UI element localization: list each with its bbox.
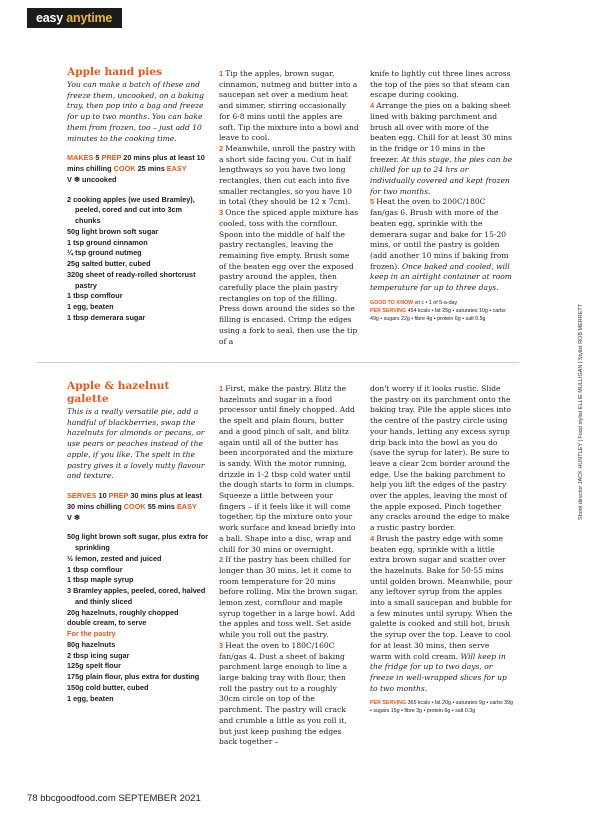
- pastry-heading: For the pastry: [67, 629, 116, 639]
- ingredient-item: 20g hazelnuts, roughly chopped: [67, 607, 179, 617]
- step-text: don't worry if it looks rustic. Slide the pastry on its parchment onto the baking tray. Pile the apple slices into the centre of the pastry circle using your hands, letting any excess syrup drip back into the bowl as you do (save the syrup for later). Be sure to leave a clear 2cm border around the edge. Use the baking parchment to help you lift the edges of the pastry over the apples, leaving the most of the apple exposed. Pinch together any cracks around the edge to make a rustic pastry border.: [370, 384, 512, 533]
- section-divider: [36, 362, 519, 363]
- step-number: 5: [370, 197, 377, 207]
- ingredient-item: 1 egg, beaten: [67, 693, 114, 703]
- ingredient-item: 2 cooking apples (we used Bramley), peeled, cored and cut into 3cm chunks: [67, 194, 195, 226]
- ingredient-item: 3 Bramley apples, peeled, cored, halved and thinly sliced: [67, 586, 206, 606]
- step-note: Will keep in the fridge for up to two days, or freeze in well-wrapped slices for up to two months.: [370, 651, 507, 693]
- recipe2-title: Apple & hazelnut galette: [67, 380, 170, 405]
- recipe2-method-col1: [219, 384, 359, 748]
- step-text: Once the spiced apple mixture has cooled, toss with the cornflour. Spoon into the middle of half the pastry rectangles, leaving the remaining five empty. Brush some of the beaten egg over the exposed pastry around the apples, then carefully place the plain pastry rectangles on top of the filling. Press down around the sides so the filling is encased. Crimp the edges using a fork to seal, then use the tip of a: [219, 208, 359, 346]
- step-text: Arrange the pies on a baking sheet lined with baking parchment and brush all over with more of the beaten egg. Chill for at least 30 mins in the fridge or 10 mins in the freezer.: [370, 101, 513, 164]
- ingredient-item: double cream, to serve: [67, 618, 147, 628]
- step-number: 3: [219, 208, 226, 218]
- method-step: [370, 69, 513, 101]
- step-text: Heat the oven to 180C/160C fan/gas 4. Dust a sheet of baking parchment large enough to line a large baking tray with flour, then roll the pastry out to a roughly 30cm circle on top of the parchment. The pastry will crack and crumble a little as you roll it, but just keep pushing the edges back together –: [219, 640, 348, 747]
- ingredient-item: 125g spelt flour: [67, 661, 121, 671]
- banner-word-easy: easy: [36, 11, 64, 25]
- recipe1-meta: MAKES 5 PREP 20 mins plus at least 10 mins chilling COOK 25 mins EASY: [67, 153, 205, 174]
- ingredient-item: 1 egg, beaten: [67, 302, 114, 312]
- method-step: [219, 641, 359, 748]
- step-text: knife to lightly cut three lines across the top of the pies so that steam can escape during cooking.: [370, 69, 511, 100]
- step-text: Brush the pastry edge with some beaten egg, sprinkle with a little extra brown sugar and scatter over the hazelnuts. Bake for 50-55 mins until golden brown. Meanwhile, pour any leftover syrup from the apples into a small saucepan and bubble for a few minutes until syrupy. When the galette is cooked and still hot, brush the syrup over the top. Leave to cool for at least 30 mins, then serve warm with cold cream.: [370, 533, 513, 661]
- step-number: 4: [370, 533, 377, 543]
- recipe1-intro: You can make a batch of these and freeze them, uncooked, on a baking tray, then pop into a bag and freeze for up to two months. You can bake them from frozen, too – just add 10 minutes to the cooking time.: [67, 80, 204, 143]
- recipe1-info-column: [67, 66, 209, 324]
- step-number: 2: [219, 555, 226, 565]
- method-step: [219, 555, 359, 641]
- method-step: [219, 144, 359, 208]
- method-step: [219, 69, 359, 144]
- step-text: First, make the pastry. Blitz the hazelnuts and sugar in a food processor until finely chopped. Add the spelt and plain flours, butter and a good pinch of salt, and blitz again until all of the butter has been incorporated and the mixture is sandy. With the motor running, drizzle in 1-2 tbsp cold water until the dough starts to form in clumps. Squeeze a little between your fingers – if it feels like it will come together, tip the mixture onto your work surface and knead briefly into a ball. Shape into a disc, wrap and chill for 30 mins or overnight.: [219, 384, 356, 554]
- ingredient-item: 25g salted butter, cubed: [67, 259, 151, 269]
- ingredient-item: 1 tbsp demerara sugar: [67, 312, 146, 322]
- method-step: [370, 384, 513, 534]
- section-banner: [27, 8, 122, 28]
- step-text: Tip the apples, brown sugar, cinnamon, nutmeg and butter into a saucepan set over a medium heat and simmer, stirring occasionally for 6-8 mins until the apples are soft. Tip the mixture into a bowl and leave to cool.: [219, 69, 359, 143]
- ingredient-item: 50g light brown soft sugar, plus extra for sprinkling: [67, 532, 209, 553]
- recipe1-title: Apple hand pies: [67, 66, 162, 78]
- banner-word-anytime: anytime: [66, 11, 113, 25]
- ingredient-item: 175g plain flour, plus extra for dusting: [67, 672, 200, 682]
- ingredient-item: 320g sheet of ready-rolled shortcrust pastry: [67, 269, 196, 290]
- method-step: [370, 197, 513, 293]
- recipe2-ingredients: [67, 532, 209, 704]
- recipe1-diet-icons: V ❄ uncooked: [67, 174, 117, 184]
- recipe2-info-column: [67, 380, 209, 704]
- step-note: Once baked and cooled, will keep in an airtight container at room temperature for up to three days.: [370, 261, 512, 293]
- step-number: 2: [219, 143, 226, 153]
- method-step: [370, 534, 513, 695]
- ingredient-item: 1 tbsp cornflour: [67, 564, 123, 574]
- recipe1-method-col1: [219, 69, 359, 347]
- recipe1-ingredients: [67, 195, 209, 324]
- step-text: If the pastry has been chilled for longer than 30 mins, let it come to room temperature for 20 mins before rolling. Mix the brown sugar, lemon zest, cornflour and maple syrup together in a large bowl. Add the apples and toss well. Set aside while you roll out the pastry.: [219, 555, 358, 640]
- ingredient-item: 1 tbsp cornflour: [67, 291, 123, 301]
- recipe1-nutrition: GOOD TO KNOW vit c • 1 of 5-a-day PER SERVING 454 kcals • fat 25g • saturates 10g • carbs 49g • sugars 22g • fibre 4g • protein 6g • salt 0.5g: [370, 299, 506, 322]
- page-folio: 78 bbcgoodfood.com SEPTEMBER 2021: [27, 793, 201, 804]
- recipe2-nutrition: PER SERVING 365 kcals • fat 20g • saturates 9g • carbs 39g • sugars 15g • fibre 3g • protein 6g • salt 0.3g: [370, 700, 513, 715]
- ingredient-item: 150g cold butter, cubed: [67, 682, 149, 692]
- photo-credit: Shoot director JACK HUNTLEY | Food stylist ELLIE MULLIGAN | Stylist ROB MERRETT: [578, 303, 584, 520]
- step-note: At this stage, the pies can be chilled for up to 24 hrs or individually covered and kept frozen for two months.: [370, 154, 513, 196]
- method-step: [370, 101, 513, 197]
- method-step: [219, 208, 359, 347]
- ingredient-item: 2 tbsp icing sugar: [67, 650, 130, 660]
- ingredient-item: 50g light brown soft sugar: [67, 226, 159, 236]
- recipe2-intro: This is a really versatile pie, add a handful of blackberries, swap the hazelnuts for almonds or pecans, or use pears or peaches instead of the apple, if you like. The spelt in the pastry gives it a lovely nutty flavour and texture.: [67, 407, 205, 481]
- step-text: Heat the oven to 200C/180C fan/gas 6. Brush with more of the beaten egg, sprinkle with the demerara sugar and bake for 15-20 mins, or until the pastry is golden (add another 10 mins if baking from frozen).: [370, 197, 509, 271]
- ingredient-item: ¼ tsp ground nutmeg: [67, 248, 142, 258]
- ingredient-item: 1 tsp ground cinnamon: [67, 237, 148, 247]
- recipe1-method-col2: [370, 69, 513, 323]
- step-number: 1: [219, 69, 226, 78]
- step-number: 3: [219, 640, 226, 650]
- recipe2-diet-icons: V ❄: [67, 512, 81, 522]
- ingredient-item: ½ lemon, zested and juiced: [67, 553, 162, 563]
- method-step: [219, 384, 359, 555]
- recipe2-meta: SERVES 10 PREP 30 mins plus at least 30 mins chilling COOK 55 mins EASY: [67, 490, 202, 511]
- ingredient-item: 1 tbsp maple syrup: [67, 575, 134, 585]
- recipe2-method-col2: [370, 384, 513, 715]
- step-number: 4: [370, 101, 377, 111]
- step-text: Meanwhile, unroll the pastry with a short side facing you. Cut in half lengthways so you have two long rectangles, then cut each into five smaller rectangles, so you have 10 in total (they should be 12 x 7cm).: [219, 143, 356, 207]
- step-number: 1: [219, 384, 226, 393]
- ingredient-item: 80g hazelnuts: [67, 639, 116, 649]
